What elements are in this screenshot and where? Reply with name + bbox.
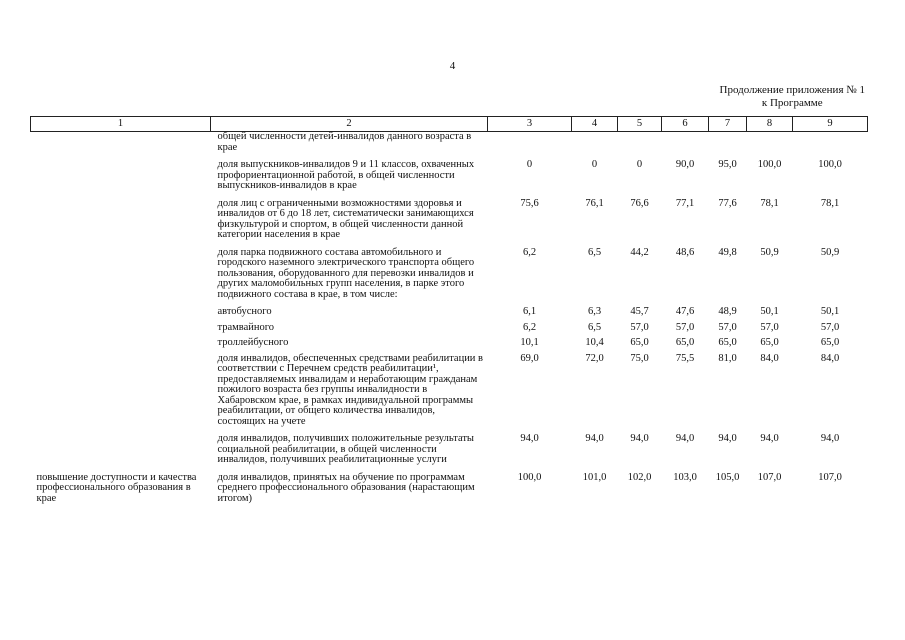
value-cell: 84,0 [760,352,779,364]
goal-cell [31,318,211,334]
value-cell [662,132,709,154]
value-cell: 94,0 [820,433,840,444]
value-cell: 100,0 [757,159,782,170]
value-cell: 48,6 [675,246,695,258]
value-cell: 65,0 [630,337,649,348]
value-cell: 107,0 [757,471,782,483]
value-cell: 75,6 [520,197,539,209]
indicator-cell: автобусного [217,306,272,317]
column-header: 1 [31,117,211,132]
value-cell: 76,6 [630,197,649,209]
column-header: 7 [709,117,747,132]
indicator-cell: доля инвалидов, получивших положительные результаты социальной реабилитации, в общей численности инвалидов, получивших реабилитационные услуги [217,433,474,465]
continuation-note [720,84,865,110]
column-header: 9 [793,117,868,132]
value-cell [747,132,793,154]
value-cell: 57,0 [630,321,649,333]
table-row [31,153,868,192]
value-cell: 6,2 [522,246,537,258]
column-header: 3 [488,117,572,132]
value-cell: 65,0 [820,337,840,348]
table-row [31,333,868,349]
value-cell: 65,0 [718,337,737,348]
value-cell: 6,2 [522,321,537,333]
indicator-cell: доля парка подвижного состава автомобильного и городского наземного электрического транспорта общего пользования, оборудованного для перевозки инвалидов и других маломобильных групп населения, в парке этого подвижного состава в крае, в том числе: [217,246,475,300]
value-cell: 105,0 [715,471,740,483]
value-cell: 94,0 [718,433,737,444]
value-cell: 94,0 [585,433,604,444]
page-number: 4 [449,60,456,72]
table-row [31,132,868,154]
table-row [31,427,868,466]
value-cell: 94,0 [520,433,539,444]
value-cell: 45,7 [630,306,649,317]
value-cell: 50,1 [820,306,840,317]
indicator-cell: доля инвалидов, принятых на обучение по программам среднего профессионального образования (нарастающим итогом) [217,471,475,504]
goal-cell [31,153,211,192]
indicator-cell: трамвайного [217,321,275,333]
value-cell [618,132,662,154]
goal-cell [31,333,211,349]
value-cell: 69,0 [520,352,539,364]
value-cell: 50,1 [760,306,779,317]
value-cell: 77,1 [675,197,695,209]
value-cell: 65,0 [675,337,695,348]
value-cell: 6,5 [587,321,602,333]
value-cell: 107,0 [818,471,842,483]
value-cell: 77,6 [718,197,737,209]
goal-cell [31,300,211,318]
value-cell: 6,1 [522,306,537,317]
goal-cell [31,427,211,466]
table-row [31,241,868,301]
value-cell [793,132,868,154]
value-cell: 103,0 [673,471,697,483]
goal-cell [31,192,211,241]
value-cell: 76,1 [585,197,604,209]
value-cell: 47,6 [675,306,695,317]
column-header: 8 [747,117,793,132]
value-cell: 10,1 [520,337,539,348]
value-cell: 0 [636,159,643,170]
value-cell: 81,0 [718,352,737,364]
value-cell: 72,0 [585,352,604,364]
value-cell [488,132,572,154]
goal-cell: повышение доступности и качества профессионального образования в крае [36,471,197,504]
value-cell: 84,0 [820,352,840,364]
goal-cell [31,241,211,301]
value-cell: 48,9 [718,306,737,317]
value-cell: 75,5 [675,352,695,364]
table-header-row [31,117,868,132]
indicator-cell: доля инвалидов, обеспеченных средствами реабилитации в соответствии с Перечнем средств реабилитации¹, предоставляемых инвалидам и неработающим гражданам пожилого возраста без группы инвалидности в Хабаровском крае, в рамках индивидуальной программы реабилитации, от общего количества инвалидов, состоящих на учете [217,352,484,427]
value-cell: 49,8 [718,246,737,258]
value-cell: 95,0 [718,159,737,170]
indicator-cell: троллейбусного [217,337,289,348]
value-cell: 57,0 [760,321,779,333]
table-row [31,300,868,318]
value-cell: 6,3 [587,306,602,317]
continuation-line-2: к Программе [761,97,823,109]
value-cell: 50,9 [820,246,840,258]
table-row [31,349,868,428]
value-cell: 78,1 [820,197,840,209]
indicator-cell: общей численности детей-инвалидов данного возраста в крае [217,131,472,153]
table-row [31,318,868,334]
column-header: 4 [572,117,618,132]
value-cell: 90,0 [675,159,695,170]
value-cell: 57,0 [820,321,840,333]
value-cell: 75,0 [630,352,649,364]
value-cell: 94,0 [675,433,695,444]
value-cell: 57,0 [675,321,695,333]
value-cell: 101,0 [582,471,607,483]
value-cell: 94,0 [630,433,649,444]
column-header: 2 [211,117,488,132]
indicators-table [30,116,868,504]
value-cell: 100,0 [517,471,542,483]
value-cell: 50,9 [760,246,779,258]
value-cell: 6,5 [587,246,602,258]
value-cell: 0 [591,159,598,170]
value-cell: 44,2 [630,246,649,258]
continuation-line-1: Продолжение приложения № 1 [719,84,865,96]
value-cell: 0 [526,159,533,170]
table-row [31,466,868,505]
indicator-cell: доля выпускников-инвалидов 9 и 11 классов, охваченных профориентационной работой, в общей численности выпускников-инвалидов в крае [217,159,475,191]
column-header: 6 [662,117,709,132]
column-header: 5 [618,117,662,132]
value-cell: 102,0 [627,471,652,483]
value-cell [572,132,618,154]
value-cell: 65,0 [760,337,779,348]
goal-cell [31,349,211,428]
value-cell: 10,4 [585,337,604,348]
value-cell [709,132,747,154]
table-row [31,192,868,241]
value-cell: 100,0 [818,159,842,170]
goal-cell [31,132,211,154]
value-cell: 78,1 [760,197,779,209]
indicator-cell: доля лиц с ограниченными возможностями здоровья и инвалидов от 6 до 18 лет, систематически занимающихся физкультурой и спортом, в общей численности данной категории населения в крае [217,197,474,240]
value-cell: 57,0 [718,321,737,333]
value-cell: 94,0 [760,433,779,444]
